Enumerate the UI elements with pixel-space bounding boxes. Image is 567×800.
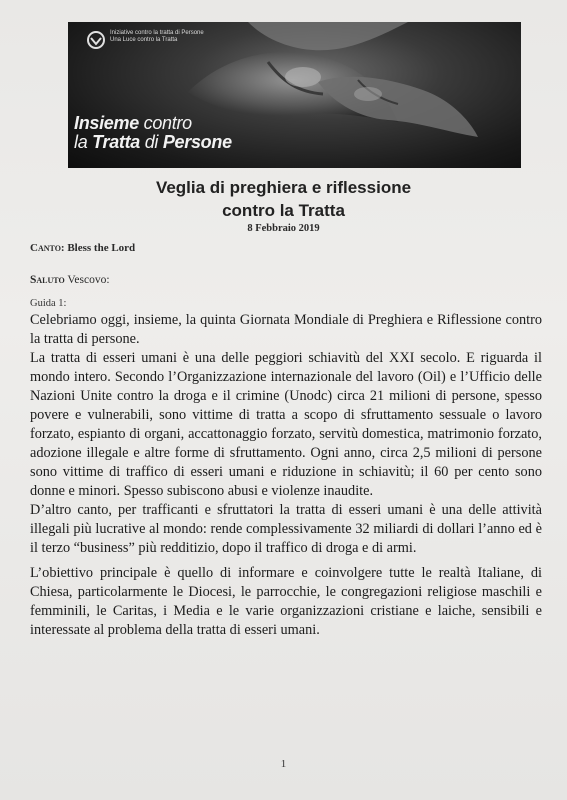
saluto-label: Saluto xyxy=(30,274,65,286)
banner-title xyxy=(74,114,232,152)
title-line: Veglia di preghiera e riflessione xyxy=(155,178,412,197)
paragraph: La tratta di esseri umani è una delle peggiori schiavitù del XXI secolo. E riguarda il mondo intero. Secondo l’Organizzazione internazionale del lavoro (Oil) e l’Ufficio delle Nazioni Unite contro la droga e il crimine (Unodc) circa 21 milioni di persone, spesso povere e vulnerabili, sono vittime di tratta a scopo di sfruttamento sessuale o lavoro forzato, espianto di organi, accattonaggio forzato, servitù domestica, matrimonio forzato, adozione illegale e altre forme di sfruttamento. Ogni anno, circa 2,5 milioni di persone sono vittime di traffico di esseri umani e riduzione in schiavitù; il 60 per cento sono donne e minori. Spesso subiscono abusi e violenze inaudite. xyxy=(30,350,542,499)
saluto-value: Vescovo: xyxy=(67,274,110,286)
banner-title-word: Tratta xyxy=(92,132,141,152)
banner-title-word: Insieme xyxy=(74,113,139,133)
canto-value: Bless the Lord xyxy=(67,242,136,254)
logo-text xyxy=(110,30,204,44)
canto-label: Canto: xyxy=(30,242,65,254)
saluto-line xyxy=(30,274,110,286)
logo-icon xyxy=(86,30,106,50)
document-title xyxy=(0,176,567,222)
banner-title-word: di xyxy=(144,132,159,152)
paragraph: D’altro canto, per trafficanti e sfruttatori la tratta di esseri umani è una delle attività illegali più lucrative al mondo: rende complessivamente 32 miliardi di dollari l’anno ed è il terzo “business” più redditizio, dopo il traffico di droga e di armi. xyxy=(30,502,542,556)
logo-line: Una Luce contro la Tratta xyxy=(110,37,178,43)
paragraph: Celebriamo oggi, insieme, la quinta Giornata Mondiale di Preghiera e Riflessione contro la tratta di persone. xyxy=(30,312,542,347)
canto-line xyxy=(30,242,135,254)
banner-title-word: contro xyxy=(143,113,192,133)
header-banner xyxy=(68,22,521,168)
document-body xyxy=(30,311,542,640)
paragraph: L’obiettivo principale è quello di informare e coinvolgere tutte le realtà Italiane, di Chiesa, particolarmente le Diocesi, le parrocchie, le congregazioni religiose maschili e femminili, le Caritas, i Media e le varie organizzazioni cristiane e laiche, sensibili e interessate al problema della tratta di esseri umani. xyxy=(30,565,542,638)
banner-title-word: Persone xyxy=(162,132,232,152)
document-date: 8 Febbraio 2019 xyxy=(247,223,320,234)
page-number: 1 xyxy=(280,758,287,770)
logo-line: Iniziative contro la tratta di Persone xyxy=(110,30,204,36)
title-line: contro la Tratta xyxy=(222,201,345,220)
guida-label: Guida 1: xyxy=(30,298,67,309)
banner-logo xyxy=(86,30,204,50)
banner-title-word: la xyxy=(74,132,88,152)
